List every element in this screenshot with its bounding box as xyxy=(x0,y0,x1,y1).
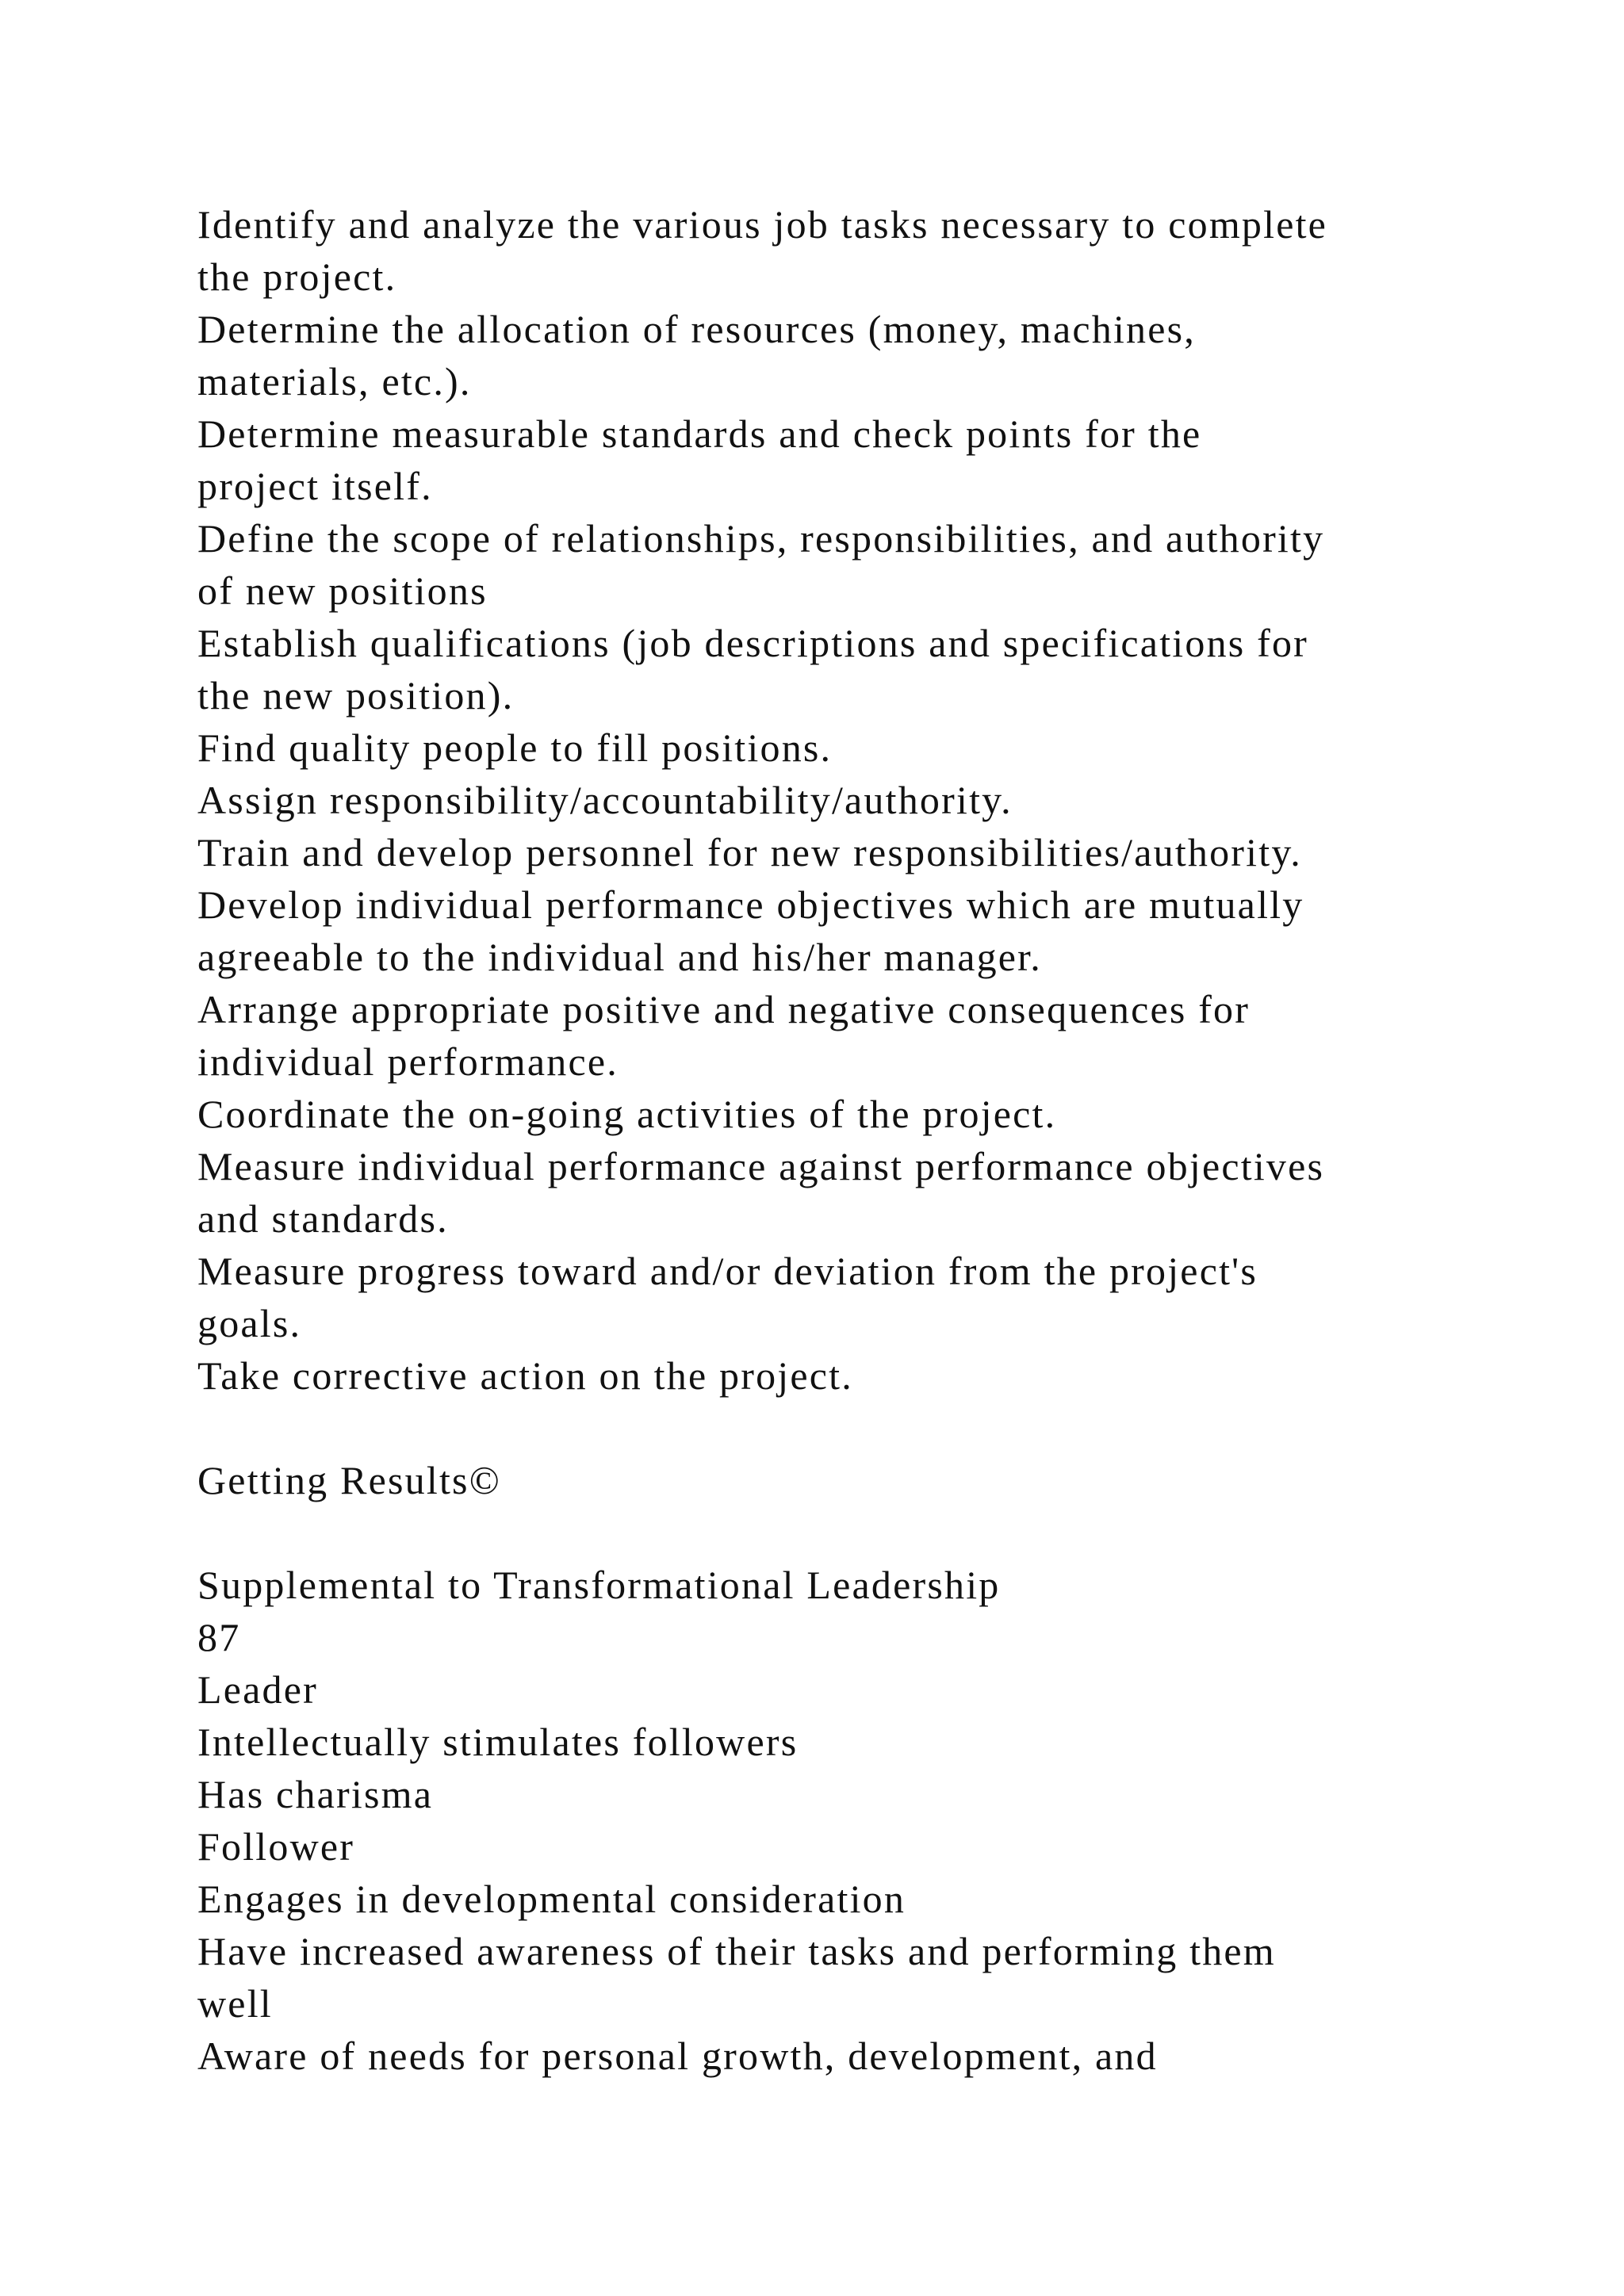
text-line: Take corrective action on the project. xyxy=(197,1353,853,1398)
text-line: Measure individual performance against performance objectives xyxy=(197,1144,1325,1188)
text-line: Establish qualifications (job descriptions and specifications for xyxy=(197,621,1309,665)
text-line: materials, etc.). xyxy=(197,359,472,404)
text-line: of new positions xyxy=(197,568,488,613)
text-line: Train and develop personnel for new responsibilities/authority. xyxy=(197,830,1302,874)
text-line: Identify and analyze the various job tasks necessary to complete xyxy=(197,202,1328,247)
text-line: Intellectually stimulates followers xyxy=(197,1720,799,1764)
text-line: goals. xyxy=(197,1301,302,1345)
text-line: well xyxy=(197,1981,273,2026)
page-number: 87 xyxy=(197,1615,241,1659)
text-line: Follower xyxy=(197,1824,355,1869)
blank-line xyxy=(197,1402,1530,1454)
text-line: Aware of needs for personal growth, development, and xyxy=(197,2034,1158,2078)
text-line: the project. xyxy=(197,254,397,299)
text-line: Have increased awareness of their tasks and performing them xyxy=(197,1929,1276,1973)
text-line: Arrange appropriate positive and negative consequences for xyxy=(197,987,1251,1031)
text-line: individual performance. xyxy=(197,1039,619,1084)
text-line: Develop individual performance objectives which are mutually xyxy=(197,882,1304,927)
text-line: Find quality people to fill positions. xyxy=(197,725,833,770)
text-line: Engages in developmental consideration xyxy=(197,1877,906,1921)
blank-line xyxy=(197,1506,1530,1559)
text-line: Assign responsibility/accountability/authority. xyxy=(197,778,1013,822)
text-line: the new position). xyxy=(197,673,515,718)
text-line: Determine the allocation of resources (money, machines, xyxy=(197,307,1196,351)
text-line: Leader xyxy=(197,1667,318,1712)
text-line: Coordinate the on-going activities of the project. xyxy=(197,1092,1057,1136)
text-line: project itself. xyxy=(197,464,433,508)
text-line: Determine measurable standards and check points for the xyxy=(197,411,1202,456)
text-line: agreeable to the individual and his/her manager. xyxy=(197,935,1042,979)
text-line: Has charisma xyxy=(197,1772,434,1816)
text-line: Measure progress toward and/or deviation from the project's xyxy=(197,1249,1258,1293)
section-heading: Getting Results© xyxy=(197,1458,501,1502)
section-title: Supplemental to Transformational Leadership xyxy=(197,1563,1001,1607)
text-line: Define the scope of relationships, responsibilities, and authority xyxy=(197,516,1325,561)
text-line: and standards. xyxy=(197,1196,449,1241)
